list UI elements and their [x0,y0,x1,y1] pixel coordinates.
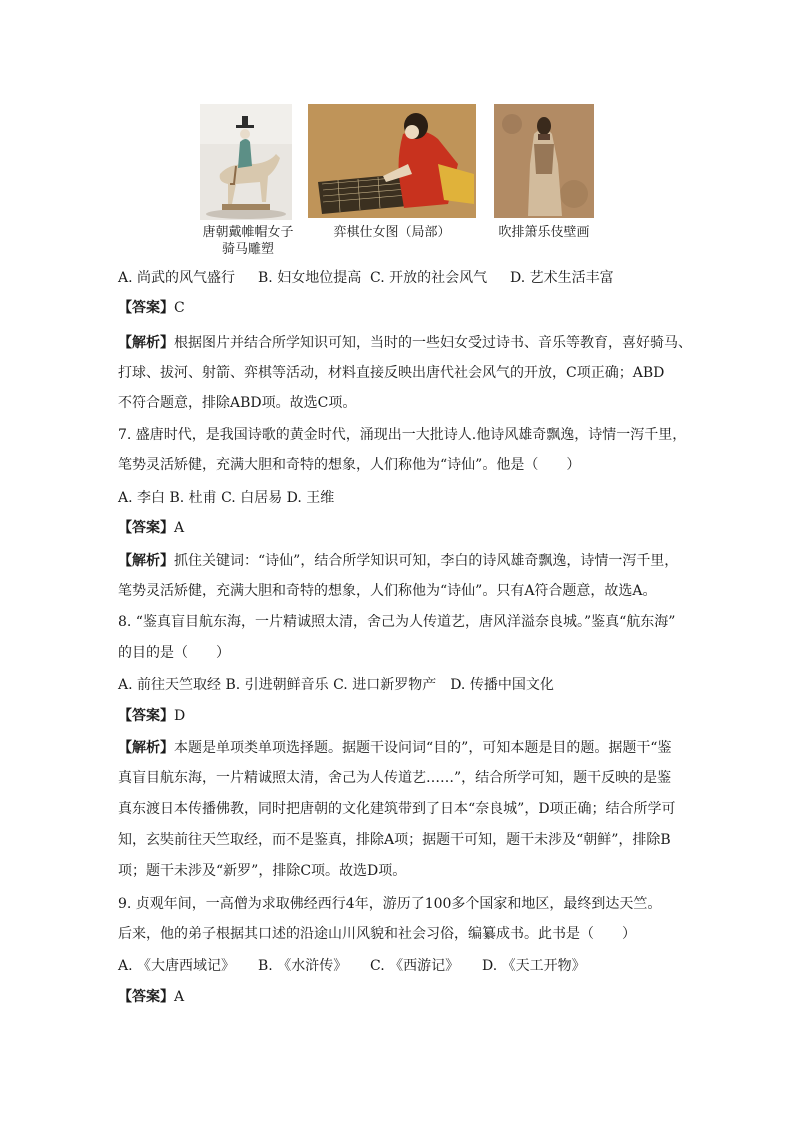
q6-option-c: C. 开放的社会风气 [370,270,488,286]
figure-paixiao-mural [494,104,594,241]
q6-analysis-line: 打球、拔河、射箭、弈棋等活动，材料直接反映出唐代社会风气的开放，C项正确；ABD [118,365,665,381]
figure-caption-line2: 骑马雕塑 [221,242,274,257]
q9-option-a: A. 《大唐西域记》 [118,958,236,974]
q6-option-a: A. 尚武的风气盛行 [118,270,236,286]
q8-options: A. 前往天竺取经 B. 引进朝鲜音乐 C. 进口新罗物产 D. 传播中国文化 [118,677,554,693]
q9-answer [118,987,684,1007]
answer-value: A [174,520,185,536]
q6-analysis-line: 【解析】根据图片并结合所学知识可知，当时的一些妇女受过诗书、音乐等教育，喜好骑马、 [118,335,692,351]
answer-label: 【答案】 [118,708,174,724]
q6-options [118,268,684,288]
q8-analysis-line: 【解析】本题是单项类单项选择题。据题干设问词“目的”，可知本题是目的题。据题干“鉴 [118,740,672,756]
q8-answer [118,706,684,726]
figure-weiqi-painting [308,104,476,241]
figure-caption: 唐朝戴帷帽女子 [202,225,294,240]
figure-caption: 吹排箫乐伎壁画 [498,225,590,240]
analysis-label: 【解析】 [118,740,174,756]
analysis-label: 【解析】 [118,335,174,351]
analysis-label: 【解析】 [118,553,174,569]
answer-value: C [174,300,185,316]
q9-option-c: C. 《西游记》 [370,958,460,974]
q7-answer [118,518,684,538]
answer-label: 【答案】 [118,300,174,316]
q8-analysis-line: 真东渡日本传播佛教，同时把唐朝的文化建筑带到了日本“奈良城”，D项正确；结合所学可 [118,801,676,817]
q9-stem-line: 9. 贞观年间，一高僧为求取佛经西行4年，游历了100多个国家和地区，最终到达天竺。 [118,896,662,912]
answer-value: D [174,708,186,724]
tang-female-rider-figurine-icon [200,104,292,220]
q8-stem-line: 8. “鉴真盲目航东海，一片精诚照太清，舍己为人传道艺，唐风洋溢奈良城。”鉴真“航东海” [118,614,676,630]
q6-analysis-line: 不符合题意，排除ABD项。故选C项。 [118,395,357,411]
figure-caption: 弈棋仕女图（局部） [333,225,451,240]
q8-stem-line: 的目的是（ ） [118,645,230,661]
figure-female-rider [200,104,300,258]
q9-option-b: B. 《水浒传》 [258,958,348,974]
q6-answer [118,298,684,318]
q7-stem-line: 笔势灵活矫健，充满大胆和奇特的想象，人们称他为“诗仙”。他是（ ） [118,457,581,473]
q6-option-d: D. 艺术生活丰富 [510,270,614,286]
q9-option-d: D. 《天工开物》 [482,958,586,974]
answer-value: A [174,989,185,1005]
answer-label: 【答案】 [118,989,174,1005]
q7-options: A. 李白 B. 杜甫 C. 白居易 D. 王维 [118,490,335,506]
q8-analysis-line: 项；题干未涉及“新罗”，排除C项。故选D项。 [118,863,407,879]
q7-analysis-line: 【解析】抓住关键词：“诗仙”，结合所学知识可知，李白的诗风雄奇飘逸，诗情一泻千里， [118,553,679,569]
q8-analysis-line: 知，玄奘前往天竺取经，而不是鉴真，排除A项；据题干可知，题干未涉及“朝鲜”，排除B [118,832,671,848]
weiqi-ladies-painting-icon [308,104,476,218]
q9-stem-line: 后来，他的弟子根据其口述的沿途山川风貌和社会习俗，编纂成书。此书是（ ） [118,926,636,942]
paixiao-musician-mural-icon [494,104,594,218]
q9-options [118,956,684,976]
q6-option-b: B. 妇女地位提高 [258,270,362,286]
q7-stem-line: 7. 盛唐时代，是我国诗歌的黄金时代，涌现出一大批诗人.他诗风雄奇飘逸，诗情一泻千里， [118,427,687,443]
q7-analysis-line: 笔势灵活矫健，充满大胆和奇特的想象，人们称他为“诗仙”。只有A符合题意，故选A。 [118,583,657,599]
q8-analysis-line: 真盲目航东海，一片精诚照太清，舍己为人传道艺……”，结合所学可知，题干反映的是鉴 [118,770,672,786]
answer-label: 【答案】 [118,520,174,536]
